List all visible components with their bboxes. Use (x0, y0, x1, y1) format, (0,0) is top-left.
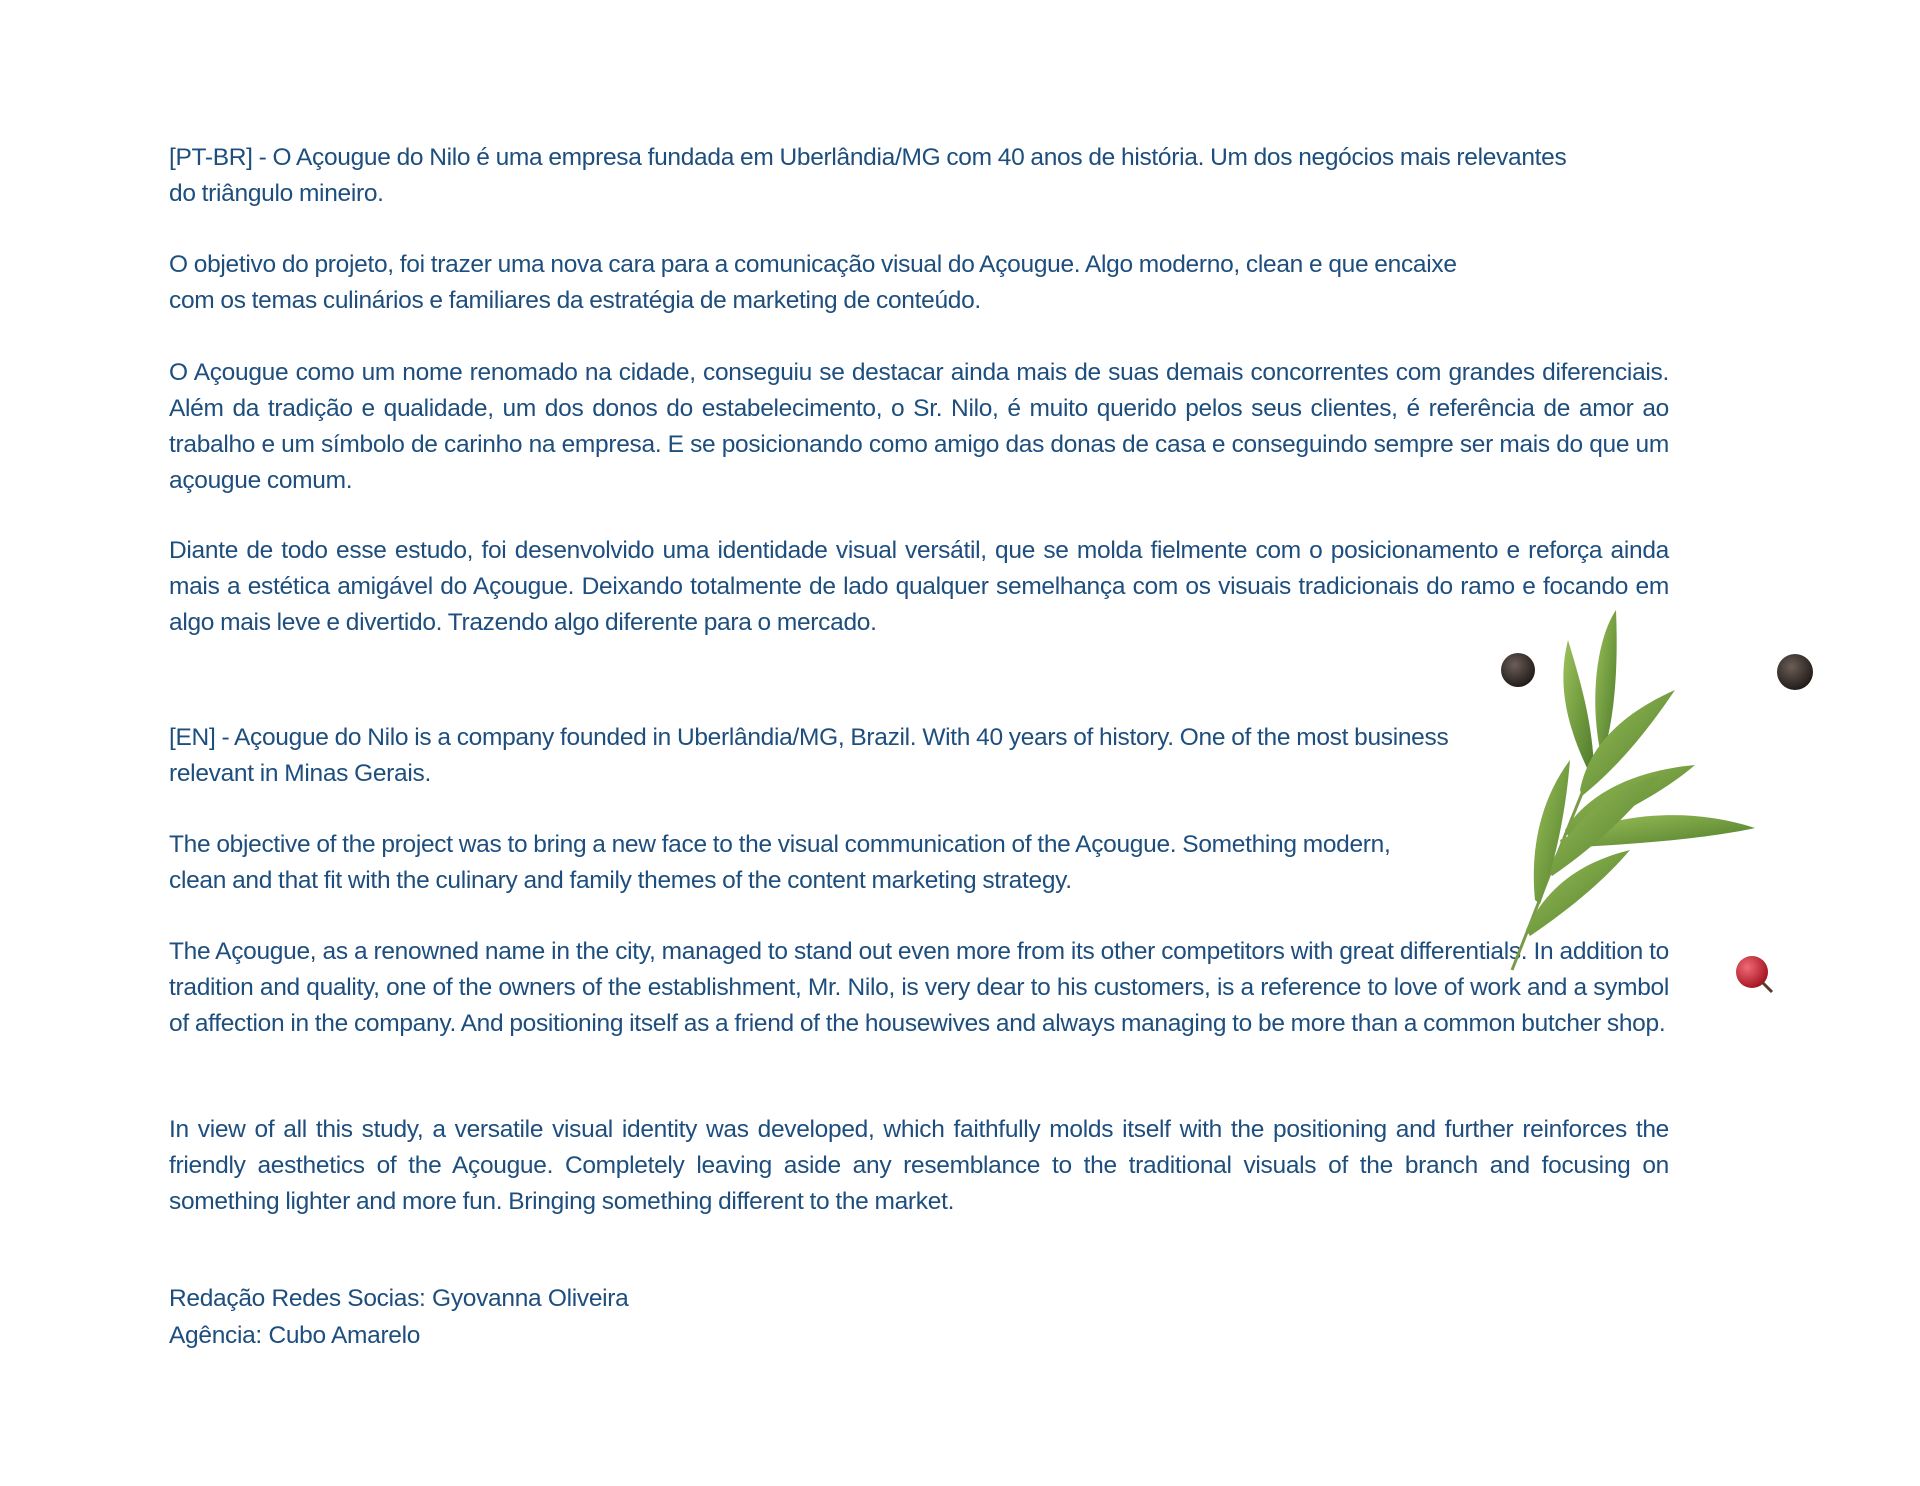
pt-objective-paragraph: O objetivo do projeto, foi trazer uma nova cara para a comunicação visual do Açougue. Algo moderno, clean e que encaixe com os temas culinários e familiares da estratégia de marketing de conteúdo. (169, 251, 1457, 314)
pt-identity-paragraph: Diante de todo esse estudo, foi desenvolvido uma identidade visual versátil, que se molda fielmente com o posicionamento e reforça ainda mais a estética amigável do Açougue. Deixando totalmente de lado qualquer semelhança com os visuais tradicionais do ramo e focando em algo mais leve e divertido. Trazendo algo diferente para o mercado. (169, 537, 1669, 636)
credits (169, 1280, 629, 1354)
en-intro-paragraph: [EN] - Açougue do Nilo is a company founded in Uberlândia/MG, Brazil. With 40 years of history. One of the most business relevant in Minas Gerais. (169, 724, 1449, 787)
black-peppercorn-icon (1777, 654, 1813, 690)
black-peppercorn-icon (1501, 653, 1535, 687)
en-objective-paragraph: The objective of the project was to bring a new face to the visual communication of the Açougue. Something modern, clean and that fit with the culinary and family themes of the content marketing strategy. (169, 831, 1391, 894)
pink-peppercorn-icon (1736, 956, 1772, 992)
rosemary-sprig-icon (1512, 610, 1755, 970)
en-identity-paragraph: In view of all this study, a versatile visual identity was developed, which faithfully molds itself with the positioning and further reinforces the friendly aesthetics of the Açougue. Completely leaving aside any resemblance to the traditional visuals of the branch and focusing on something lighter and more fun. Bringing something different to the market. (169, 1116, 1669, 1215)
writing-credit: Redação Redes Socias: Gyovanna Oliveira (169, 1285, 629, 1312)
spice-decoration (1470, 600, 1830, 1000)
agency-credit: Agência: Cubo Amarelo (169, 1322, 421, 1349)
pt-differentials-paragraph: O Açougue como um nome renomado na cidade, conseguiu se destacar ainda mais de suas demais concorrentes com grandes diferenciais. Além da tradição e qualidade, um dos donos do estabelecimento, o Sr. Nilo, é muito querido pelos seus clientes, é referência de amor ao trabalho e um símbolo de carinho na empresa. E se posicionando como amigo das donas de casa e conseguindo sempre ser mais do que um açougue comum. (169, 359, 1669, 494)
pt-intro-paragraph: [PT-BR] - O Açougue do Nilo é uma empresa fundada em Uberlândia/MG com 40 anos de história. Um dos negócios mais relevantes do triângulo mineiro. (169, 144, 1567, 207)
en-differentials-paragraph: The Açougue, as a renowned name in the city, managed to stand out even more from its other competitors with great differentials. In addition to tradition and quality, one of the owners of the establishment, Mr. Nilo, is very dear to his customers, is a reference to love of work and a symbol of affection in the company. And positioning itself as a friend of the housewives and always managing to be more than a common butcher shop. (169, 938, 1669, 1037)
